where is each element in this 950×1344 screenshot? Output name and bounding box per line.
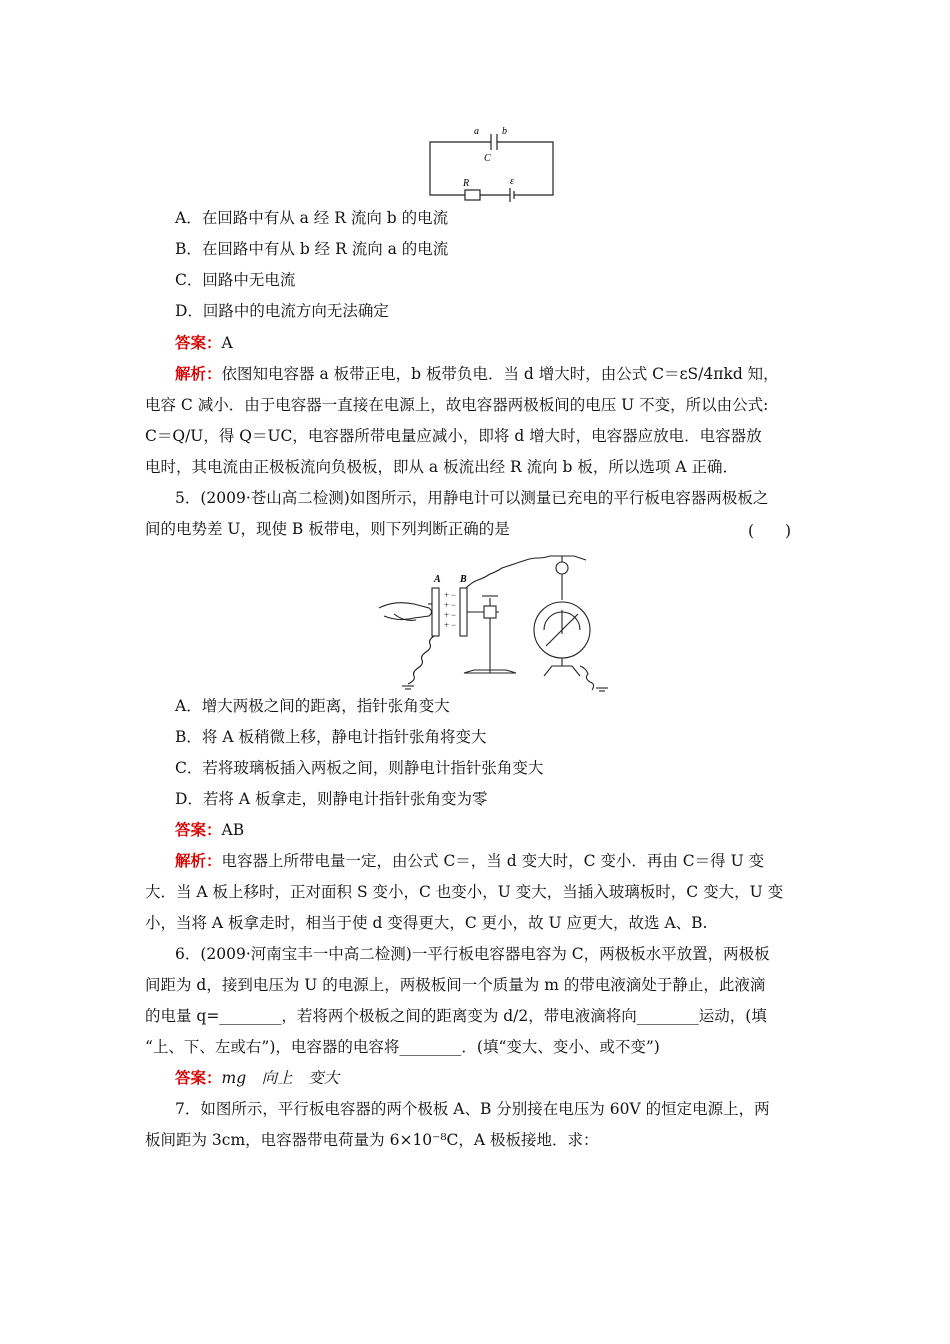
label-emf: ε [510, 176, 514, 187]
svg-text:−: − [451, 620, 457, 630]
label-C: C [484, 153, 491, 164]
analysis-label: 解析： [175, 364, 222, 383]
svg-text:+: + [444, 620, 450, 630]
plate-b [460, 588, 467, 636]
svg-text:+: + [444, 600, 450, 610]
q5-option-d: D．若将 A 板拿走，则静电计指针张角变为零 [175, 790, 488, 808]
q5-stem-line-2: 间的电势差 U，现使 B 板带电，则下列判断正确的是 [145, 520, 510, 538]
label-a: a [474, 126, 479, 137]
connecting-wire [466, 556, 586, 588]
q4-analysis-line-2: 电容 C 减小．由于电容器一直接在电源上，故电容器两极板间的电压 U 不变，所以由公式: [145, 396, 769, 414]
label-plate-B: B [460, 574, 467, 585]
plate-a [432, 588, 439, 636]
answer-bracket: ( ) [748, 522, 792, 540]
answer-value: mg 向上 变大 [221, 1069, 340, 1087]
q5-analysis-line-2: 大．当 A 板上移时，正对面积 S 变小，C 也变小，U 变大，当插入玻璃板时，C 变大，U 变 [145, 883, 784, 901]
ground-wire-a [408, 636, 434, 684]
svg-text:−: − [451, 610, 457, 620]
q6-stem-line-2: 间距为 d，接到电压为 U 的电源上，两极板间一个质量为 m 的带电液滴处于静止，此液滴 [145, 976, 766, 994]
q4-analysis-line-4: 电时，其电流由正极板流向负极板，即从 a 板流出经 R 流向 b 板，所以选项 A 正确． [145, 458, 738, 476]
q5-analysis-line-1 [175, 851, 810, 871]
electrometer-knob [556, 562, 568, 574]
analysis-text: 依图知电容器 a 板带正电，b 板带负电．当 d 增大时，由公式 C＝εS/4πkd 知， [221, 365, 779, 383]
answer-label: 答案： [175, 820, 222, 839]
q5-analysis-line-3: 小，当将 A 板拿走时，相当于使 d 变得更大，C 更小，故 U 应更大，故选 A、B. [145, 914, 708, 932]
analysis-text: 电容器上所带电量一定，由公式 C＝，当 d 变大时，C 变小．再由 C＝得 U 变 [221, 852, 765, 870]
label-plate-A: A [434, 574, 441, 585]
q5-option-a: A．增大两极之间的距离，指针张角变大 [175, 697, 450, 715]
q4-analysis-line-1 [175, 364, 810, 384]
hand-shape [379, 603, 432, 620]
q6-stem-line-4: “上、下、左或右”)，电容器的电容将________．(填“变大、变小、或不变”) [145, 1038, 660, 1056]
q7-stem-line-2: 板间距为 3cm，电容器带电荷量为 6×10⁻⁸C，A 极板接地．求： [145, 1131, 599, 1149]
answer-label: 答案： [175, 1068, 222, 1087]
q6-answer [175, 1068, 840, 1088]
q4-option-c: C．回路中无电流 [175, 271, 296, 289]
label-R: R [463, 178, 470, 189]
svg-text:−: − [451, 590, 457, 600]
q4-analysis-line-3: C＝Q/U，得 Q＝UC，电容器所带电量应减小，即将 d 增大时，电容器应放电．电容器放 [145, 427, 762, 445]
electrometer-figure [374, 548, 614, 693]
q4-option-b: B．在回路中有从 b 经 R 流向 a 的电流 [175, 240, 449, 258]
svg-text:−: − [451, 600, 457, 610]
svg-text:+: + [444, 590, 450, 600]
svg-text:+: + [444, 610, 450, 620]
q4-answer [175, 333, 840, 353]
circuit-figure [425, 120, 560, 205]
q5-answer [175, 820, 840, 840]
q6-stem-line-3: 的电量 q=________，若将两个极板之间的距离变为 d/2，带电液滴将向________运动，(填 [145, 1007, 767, 1025]
analysis-label: 解析： [175, 851, 222, 870]
q4-option-a: A．在回路中有从 a 经 R 流向 b 的电流 [175, 209, 449, 227]
answer-value: A [221, 334, 233, 352]
q4-option-d: D．回路中的电流方向无法确定 [175, 302, 389, 320]
resistor-symbol [465, 190, 480, 200]
q5-stem-line-1: 5．(2009·苍山高二检测)如图所示，用静电计可以测量已充电的平行板电容器两极板之 [175, 489, 769, 507]
answer-label: 答案： [175, 333, 222, 352]
q5-option-c: C．若将玻璃板插入两板之间，则静电计指针张角变大 [175, 759, 544, 777]
q5-option-b: B．将 A 板稍微上移，静电计指针张角将变大 [175, 728, 487, 746]
q6-stem-line-1: 6．(2009·河南宝丰一中高二检测)一平行板电容器电容为 C，两极板水平放置，两极板 [175, 945, 770, 963]
label-b: b [502, 126, 507, 137]
answer-value: AB [221, 821, 245, 839]
q7-stem-line-1: 7．如图所示，平行板电容器的两个极板 A、B 分别接在电压为 60V 的恒定电源上，两 [175, 1100, 770, 1118]
